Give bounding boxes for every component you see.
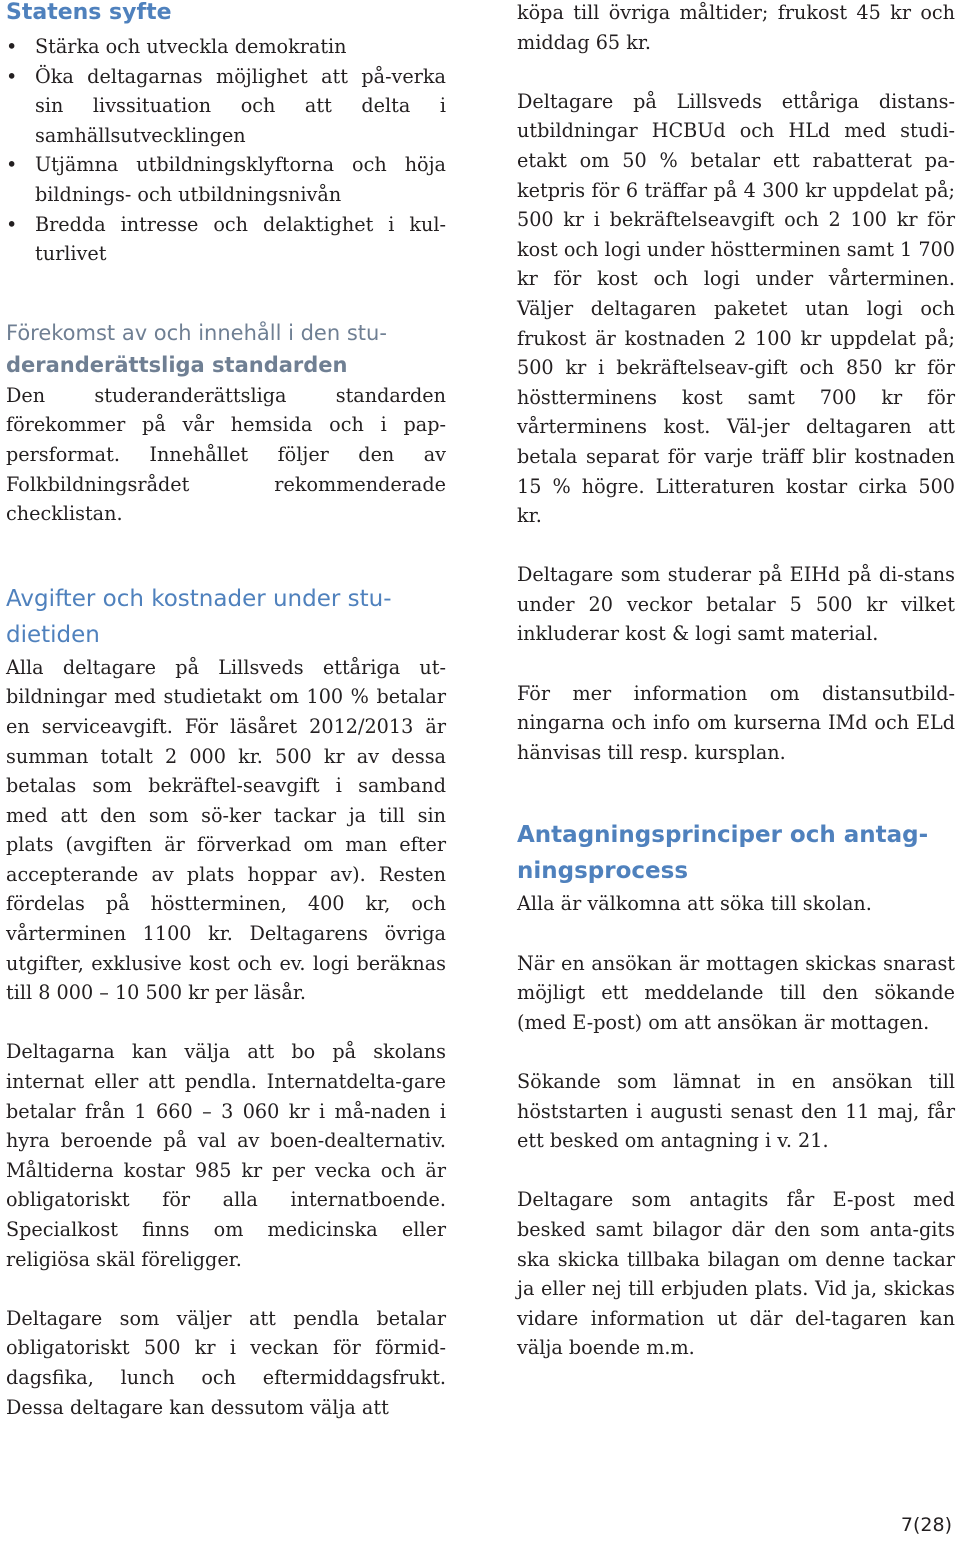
spacer (517, 767, 955, 817)
spacer (517, 1037, 955, 1067)
eihd-paragraph: Deltagare som studerar på EIHd på di-stans under 20 veckor betalar 5 500 kr vilket inkluderar kost & logi samt material. (517, 563, 955, 646)
section-title-avgifter: Avgifter och kostnader under stu-dietiden (6, 585, 392, 648)
standarden-paragraph: Den studeranderättsliga standarden förekommer på vår hemsida och i pap-persformat. Innehållet följer den av Folkbildningsrådet rekommenderade checklistan. (6, 383, 446, 526)
list-item-text: Stärka och utveckla demokratin (35, 35, 347, 58)
left-column (6, 0, 446, 1422)
list-item-text: Öka deltagarnas möjlighet att på-verka sin livssituation och att delta i samhällsutvecklingen (35, 64, 446, 147)
spacer (517, 649, 955, 679)
avgifter-paragraph: Alla deltagare på Lillsveds ettåriga ut-bildningar med studietakt om 100 % betalar en serviceavgift. För läsåret 2012/2013 är summan totalt 2 000 kr. 500 kr av dessa betalas som bekräftel-seavgift i samband med att den som sö-ker tackar ja till sin plats (avgiften är förverkad om man efter accepterande av plats hoppar av). Resten fördelas på höstterminen, 400 kr, och vårterminen 1100 kr. Deltagarens övriga utgifter, exklusive kost och ev. logi beräknas till 8 000 – 10 500 kr per läsår. (6, 655, 446, 1005)
purpose-bullet-list (6, 32, 446, 269)
spacer (517, 1156, 955, 1186)
bullet-icon: • (6, 35, 18, 58)
spacer (6, 269, 446, 317)
section-title-standarden (6, 317, 446, 381)
maltider-paragraph: köpa till övriga måltider; frukost 45 kr och middag 65 kr. (517, 1, 955, 54)
list-item (6, 210, 446, 269)
bullet-icon: • (6, 64, 18, 88)
sokande-paragraph: Sökande som lämnat in en ansökan till höststarten i augusti senast den 11 maj, får ett besked om antagning i v. 21. (517, 1070, 955, 1153)
antagits-paragraph: Deltagare som antagits får E-post med besked samt bilagor där den som anta-gits ska skicka tillbaka bilagan om denne tackar ja eller nej till erbjuden plats. Vid ja, skickas vidare information ut där del-tagaren kan välja boende m.m. (517, 1188, 955, 1360)
list-item-text: Utjämna utbildningsklyftorna och höja bildnings- och utbildningsnivån (35, 153, 446, 206)
section-title-line-1: Förekomst av och innehåll i den stu- (6, 320, 387, 345)
list-item (6, 32, 446, 62)
bullet-icon: • (6, 212, 18, 236)
page-number: 7(28) (900, 1514, 952, 1536)
ansokan-paragraph: När en ansökan är mottagen skickas snarast möjligt ett meddelande till den sökande (med E-post) om att ansökan är mottagen. (517, 951, 955, 1034)
section-title-line-2: deranderättsliga standarden (6, 352, 348, 377)
list-item (6, 62, 446, 151)
spacer (517, 919, 955, 949)
spacer (6, 529, 446, 581)
section-title-antagning: Antagningsprinciper och antag-ningsprocess (517, 822, 929, 885)
spacer (517, 57, 955, 87)
info-paragraph: För mer information om distansutbild-ningarna och info om kurserna IMd och ELd hänvisas till resp. kursplan. (517, 681, 955, 764)
spacer (517, 531, 955, 561)
section-title-statens-syfte: Statens syfte (6, 0, 172, 25)
list-item (6, 150, 446, 209)
list-item-text: Bredda intresse och delaktighet i kul-turlivet (35, 212, 446, 266)
right-column (517, 0, 955, 1363)
internat-paragraph: Deltagarna kan välja att bo på skolans internat eller att pendla. Internatdelta-gare betalar från 1 660 – 3 060 kr i må-naden i hyra beroende på val av boen-dealternativ. Måltiderna kostar 985 kr per vecka och är obligatoriskt för alla internatboende. Specialkost finns om medicinska eller religiösa skäl föreligger. (6, 1040, 446, 1271)
valkomna-paragraph: Alla är välkomna att söka till skolan. (517, 892, 872, 916)
bullet-icon: • (6, 153, 18, 177)
distans-paragraph: Deltagare på Lillsveds ettåriga distans-utbildningar HCBUd och HLd med studi-etakt om 50 % betalar ett rabatterat pa-ketpris för 6 träffar på 4 300 kr uppdelat på; 500 kr i bekräftelseavgift och 2 100 kr för kost och logi under höstterminen samt 1 700 kr för kost och logi under vårterminen. Väljer deltagaren paketet utan logi och frukost är kostnaden 2 100 kr uppdelat på; 500 kr i bekräftelseav-gift och 850 kr för höstterminens kost samt 700 kr för vårterminens kost. Väl-jer deltagaren att betala separat för varje träff blir kostnaden 15 % högre. Litteraturen kostar cirka 500 kr. (517, 89, 955, 528)
spacer (6, 1274, 446, 1304)
pendla-paragraph: Deltagare som väljer att pendla betalar obligatoriskt 500 kr i veckan för förmid-dagsfika, lunch och eftermiddagsfrukt. Dessa deltagare kan dessutom välja att (6, 1306, 446, 1419)
spacer (6, 1008, 446, 1038)
